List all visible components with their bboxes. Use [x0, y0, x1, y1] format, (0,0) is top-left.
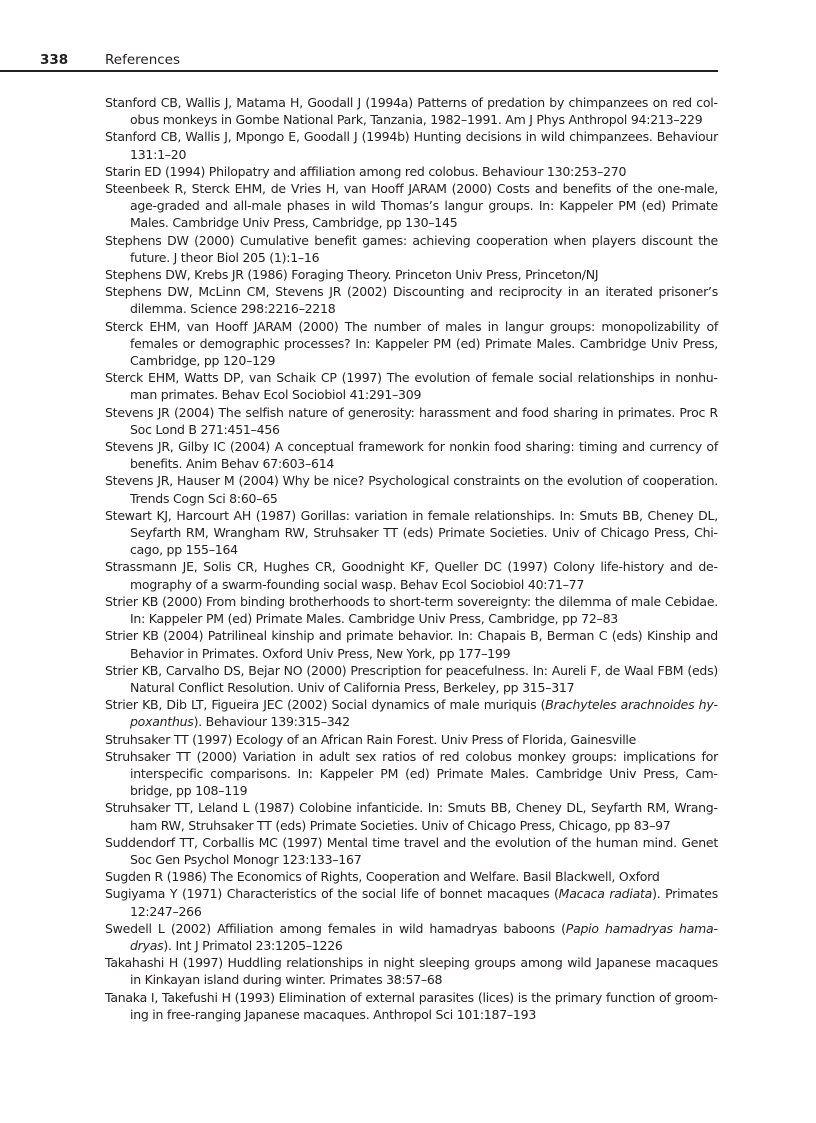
reference-entry: Steenbeek R, Sterck EHM, de Vries H, van Hooff JARAM (2000) Costs and benefits of the one-male, age-graded and all-male phases in wild Thomas’s langur groups. In: Kappeler PM (ed) Primate Males. Cambridge Univ Press, Cambridge, pp 130–145: [105, 181, 718, 231]
reference-entry: Sugiyama Y (1971) Characteristics of the social life of bonnet macaques (Macaca radiata). Primates 12:247–266: [105, 886, 718, 919]
reference-entry: Tanaka I, Takefushi H (1993) Elimination of external parasites (lices) is the primary function of grooming in free-ranging Japanese macaques. Anthropol Sci 101:187–193: [105, 989, 718, 1022]
page-header: [0, 50, 718, 72]
reference-entry: Strier KB, Carvalho DS, Bejar NO (2000) Prescription for peacefulness. In: Aureli F, de Waal FBM (eds) Natural Conflict Resolution. Univ of California Press, Berkeley, pp 315–317: [105, 662, 718, 695]
reference-entry: Stephens DW (2000) Cumulative benefit games: achieving cooperation when players discount the future. J theor Biol 205 (1):1–16: [105, 232, 718, 265]
reference-entry: Takahashi H (1997) Huddling relationships in night sleeping groups among wild Japanese macaques in Kinkayan island during winter. Primates 38:57–68: [105, 955, 718, 988]
reference-entry: Swedell L (2002) Affiliation among females in wild hamadryas baboons (Papio hamadryas hamadryas). Int J Primatol 23:1205–1226: [105, 920, 718, 953]
reference-entry: Stewart KJ, Harcourt AH (1987) Gorillas: variation in female relationships. In: Smuts BB, Cheney DL, Seyfarth RM, Wrangham RW, Struhsaker TT (eds) Primate Societies. Univ of Chicago Press, Chicago, pp 155–164: [105, 507, 718, 558]
reference-entry: Stanford CB, Wallis J, Mpongo E, Goodall J (1994b) Hunting decisions in wild chimpanzees. Behaviour 131:1–20: [105, 129, 718, 162]
reference-entry: Strier KB, Dib LT, Figueira JEC (2002) Social dynamics of male muriquis (Brachyteles arachnoides hypoxanthus). Behaviour 139:315–342: [105, 697, 718, 730]
reference-entry: Sterck EHM, van Hooff JARAM (2000) The number of males in langur groups: monopolizability of females or demographic processes? In: Kappeler PM (ed) Primate Males. Cambridge Univ Press, Cambridge, pp 120–129: [105, 318, 718, 369]
reference-entry: Stanford CB, Wallis J, Matama H, Goodall J (1994a) Patterns of predation by chimpanzees on red colobus monkeys in Gombe National Park, Tanzania, 1982–1991. Am J Phys Anthropol 94:213–229: [105, 95, 718, 128]
running-head: References: [105, 52, 181, 68]
reference-entry: Starin ED (1994) Philopatry and affiliation among red colobus. Behaviour 130:253–270: [105, 163, 627, 179]
reference-entry: Struhsaker TT, Leland L (1987) Colobine infanticide. In: Smuts BB, Cheney DL, Seyfarth RM, Wrangham RW, Struhsaker TT (eds) Primate Societies. Univ of Chicago Press, Chicago, pp 83–97: [105, 800, 718, 833]
reference-entry: Sugden R (1986) The Economics of Rights, Cooperation and Welfare. Basil Blackwell, Oxford: [105, 869, 660, 885]
species-name: Macaca radiata: [558, 886, 653, 902]
species-name: Brachyteles arachnoides hypoxanthus: [130, 697, 718, 730]
reference-entry: Sterck EHM, Watts DP, van Schaik CP (1997) The evolution of female social relationships in nonhuman primates. Behav Ecol Sociobiol 41:291–309: [105, 370, 718, 403]
species-name: Papio hamadryas hamadryas: [130, 920, 718, 953]
reference-entry: Strier KB (2000) From binding brotherhoods to short-term sovereignty: the dilemma of male Cebidae. In: Kappeler PM (ed) Primate Males. Cambridge Univ Press, Cambridge, pp 72–83: [105, 593, 718, 627]
reference-entry: Stephens DW, McLinn CM, Stevens JR (2002) Discounting and reciprocity in an iterated prisoner’s dilemma. Science 298:2216–2218: [105, 284, 718, 317]
reference-entry: Stephens DW, Krebs JR (1986) Foraging Theory. Princeton Univ Press, Princeton/NJ: [105, 267, 599, 283]
reference-entry: Struhsaker TT (1997) Ecology of an African Rain Forest. Univ Press of Florida, Gainesville: [105, 731, 637, 747]
reference-list: [105, 94, 718, 1023]
reference-entry: Stevens JR, Hauser M (2004) Why be nice? Psychological constraints on the evolution of cooperation. Trends Cogn Sci 8:60–65: [105, 473, 718, 506]
page-number: 338: [40, 52, 69, 68]
reference-entry: Stevens JR, Gilby IC (2004) A conceptual framework for nonkin food sharing: timing and currency of benefits. Anim Behav 67:603–614: [105, 439, 718, 472]
header-rule: [0, 70, 718, 72]
reference-entry: Strier KB (2004) Patrilineal kinship and primate behavior. In: Chapais B, Berman C (eds) Kinship and Behavior in Primates. Oxford Univ Press, New York, pp 177–199: [105, 628, 718, 661]
reference-entry: Struhsaker TT (2000) Variation in adult sex ratios of red colobus monkey groups: implications for interspecific comparisons. In: Kappeler PM (ed) Primate Males. Cambridge Univ Press, Cambridge, pp 108–119: [105, 748, 718, 799]
reference-entry: Suddendorf TT, Corballis MC (1997) Mental time travel and the evolution of the human mind. Genet Soc Gen Psychol Monogr 123:133–167: [105, 834, 718, 867]
reference-entry: Stevens JR (2004) The selfish nature of generosity: harassment and food sharing in primates. Proc R Soc Lond B 271:451–456: [105, 404, 718, 437]
reference-entry: Strassmann JE, Solis CR, Hughes CR, Goodnight KF, Queller DC (1997) Colony life-history and demography of a swarm-founding social wasp. Behav Ecol Sociobiol 40:71–77: [105, 559, 718, 592]
